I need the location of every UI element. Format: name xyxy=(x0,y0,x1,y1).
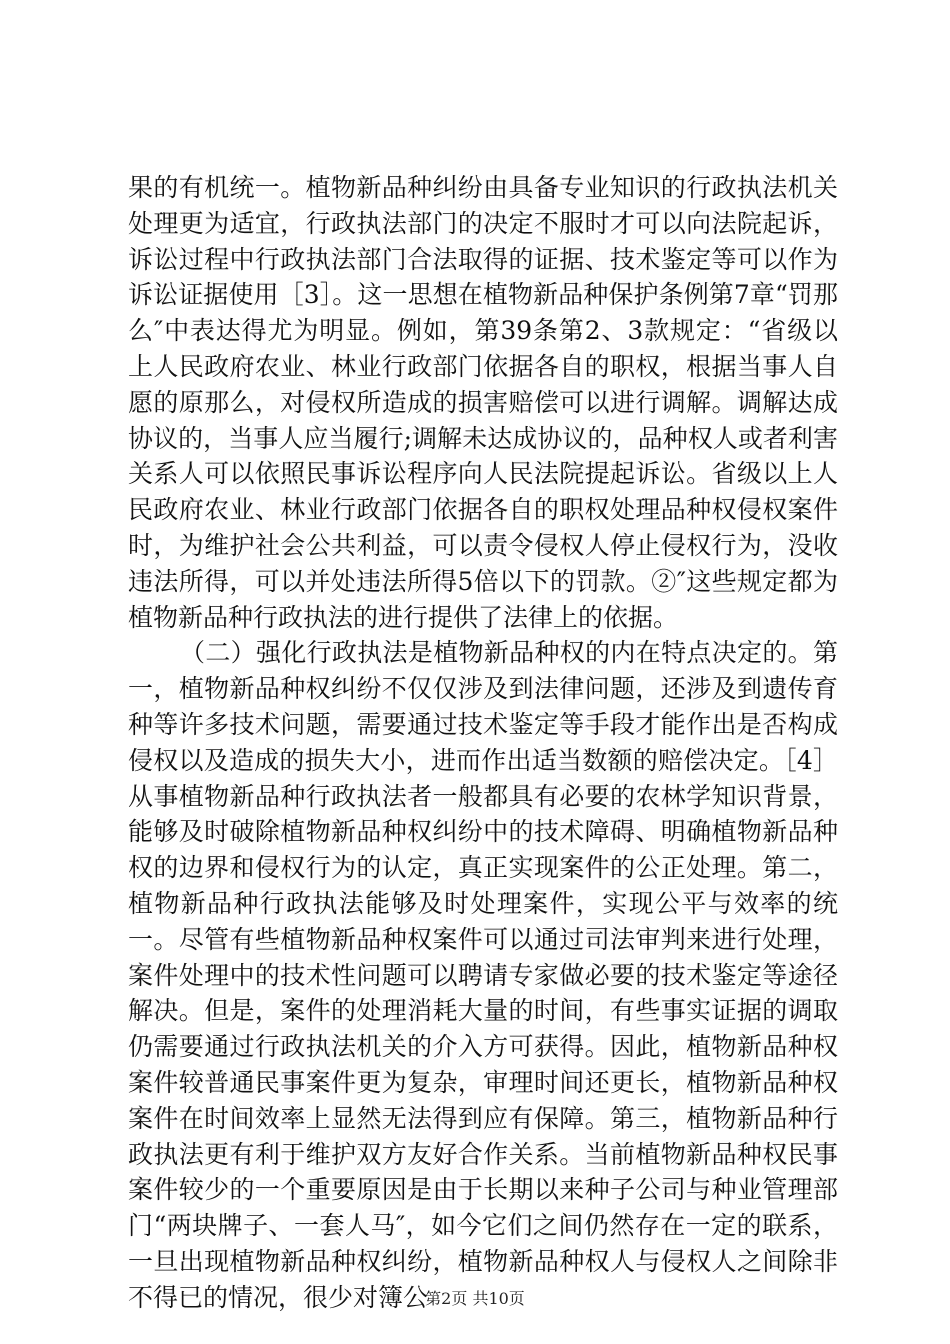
paragraph-continued: 果的有机统一。植物新品种纠纷由具备专业知识的行政执法机关处理更为适宜，行政执法部门的决定不服时才可以向法院起诉，诉讼过程中行政执法部门合法取得的证据、技术鉴定等可以作为诉讼证据使用［3］。这一思想在植物新品种保护条例第7章“罚那么″中表达得尤为明显。例如，第39条第2、3款规定：“省级以上人民政府农业、林业行政部门依据各自的职权，根据当事人自愿的原那么，对侵权所造成的损害赔偿可以进行调解。调解达成协议的，当事人应当履行;调解未达成协议的，品种权人或者利害关系人可以依照民事诉讼程序向人民法院提起诉讼。省级以上人民政府农业、林业行政部门依据各自的职权处理品种权侵权案件时，为维护社会公共利益，可以责令侵权人停止侵权行为，没收违法所得，可以并处违法所得5倍以下的罚款。②″这些规定都为植物新品种行政执法的进行提供了法律上的依据。 xyxy=(128,173,838,632)
page-footer: 第2页 共10页 xyxy=(425,1289,525,1308)
document-body xyxy=(128,170,838,1316)
paragraph-section-two: （二）强化行政执法是植物新品种权的内在特点决定的。第一，植物新品种权纠纷不仅仅涉及到法律问题，还涉及到遗传育种等许多技术问题，需要通过技术鉴定等手段才能作出是否构成侵权以及造成的损失大小，进而作出适当数额的赔偿决定。［4］从事植物新品种行政执法者一般都具有必要的农林学知识背景，能够及时破除植物新品种权纠纷中的技术障碍、明确植物新品种权的边界和侵权行为的认定，真正实现案件的公正处理。第二，植物新品种行政执法能够及时处理案件，实现公平与效率的统一。尽管有些植物新品种权案件可以通过司法审判来进行处理，案件处理中的技术性问题可以聘请专家做必要的技术鉴定等途径解决。但是，案件的处理消耗大量的时间，有些事实证据的调取仍需要通过行政执法机关的介入方可获得。因此，植物新品种权案件较普通民事案件更为复杂，审理时间还更长，植物新品种权案件在时间效率上显然无法得到应有保障。第三，植物新品种行政执法更有利于维护双方友好合作关系。当前植物新品种权民事案件较少的一个重要原因是由于长期以来种子公司与种业管理部门“两块牌子、一套人马″，如今它们之间仍然存在一定的联系，一旦出现植物新品种权纠纷，植物新品种权人与侵权人之间除非不得已的情况，很少对簿公 xyxy=(128,638,838,1312)
